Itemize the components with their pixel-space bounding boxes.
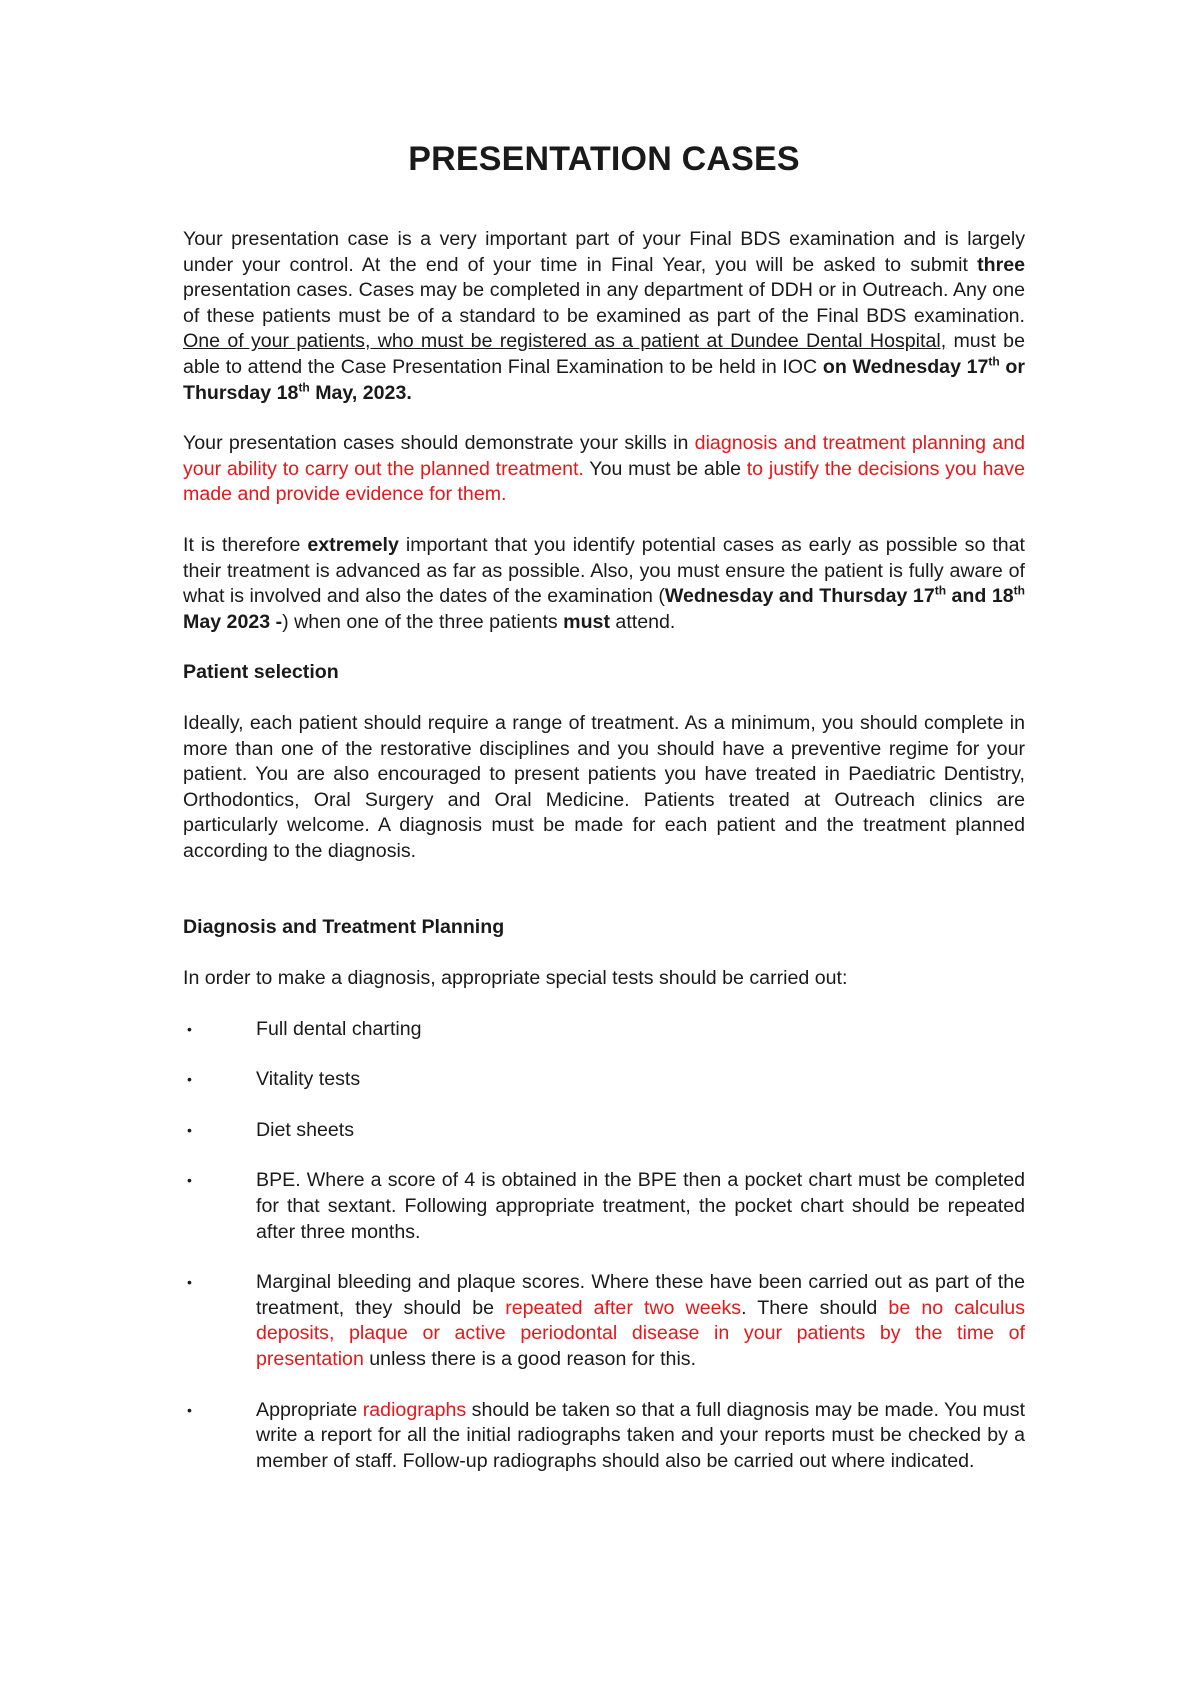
diagnosis-heading: Diagnosis and Treatment Planning <box>183 916 505 939</box>
section-spacer <box>183 889 1025 915</box>
timing-paragraph: It is therefore extremely important that you identify potential cases as early as possible so that their treatment is advanced as far as possible. Also, you must ensure the patient is fully aware of what is involved and also the dates of the examination (Wednesday and Thursday 17th and 18th May 2023 -) when one of the three patients must attend. <box>183 533 1025 633</box>
list-item: • Marginal bleeding and plaque scores. Where these have been carried out as part of the treatment, they should be repeated after two weeks. There should be no calculus deposits, plaque or active periodontal disease in your patients by the time of presentation unless there is a good reason for this. <box>187 1271 1026 1370</box>
list-item: • Diet sheets <box>183 1118 1025 1144</box>
skills-paragraph: Your presentation cases should demonstrate your skills in diagnosis and treatment planning and your ability to carry out the planned treatment. You must be able to justify the decisions you have made and provide evidence for them. <box>183 432 1025 506</box>
bullet-icon: • <box>187 1071 192 1088</box>
bullet-icon: • <box>187 1121 192 1138</box>
bullet-icon: • <box>187 1274 192 1291</box>
patient-selection-paragraph: Ideally, each patient should require a range of treatment. As a minimum, you should complete in more than one of the restorative disciplines and you should have a preventive regime for your patient. You are also encouraged to present patients you have treated in Paediatric Dentistry, Orthodontics, Oral Surgery and Oral Medicine. Patients treated at Outreach clinics are particularly welcome. A diagnosis must be made for each patient and the treatment planned according to the diagnosis. <box>183 711 1025 862</box>
special-tests-list <box>183 1017 1025 1475</box>
list-item: • Full dental charting <box>183 1017 1025 1043</box>
list-item: • Appropriate radiographs should be taken so that a full diagnosis may be made. You must write a report for all the initial radiographs taken and your reports must be checked by a member of staff. Follow-up radiographs should also be carried out where indicated. <box>187 1398 1026 1472</box>
bullet-icon: • <box>187 1020 192 1037</box>
page-title: PRESENTATION CASES <box>408 140 800 178</box>
intro-paragraph: Your presentation case is a very important part of your Final BDS examination and is largely under your control. At the end of your time in Final Year, you will be asked to submit three presentation cases. Cases may be completed in any department of DDH or in Outreach. Any one of these patients must be of a standard to be examined as part of the Final BDS examination. One of your patients, who must be registered as a patient at Dundee Dental Hospital, must be able to attend the Case Presentation Final Examination to be held in IOC on Wednesday 17th or Thursday 18th May, 2023. <box>183 228 1025 404</box>
bullet-icon: • <box>187 1401 192 1418</box>
list-item: • Vitality tests <box>183 1067 1025 1093</box>
patient-selection-heading: Patient selection <box>183 661 339 684</box>
diagnosis-intro: In order to make a diagnosis, appropriate special tests should be carried out: <box>183 967 848 990</box>
registered-patient-note: One of your patients, who must be registered as a patient at Dundee Dental Hospital, <box>183 330 947 353</box>
bullet-icon: • <box>187 1172 192 1189</box>
list-item: • BPE. Where a score of 4 is obtained in the BPE then a pocket chart must be completed for that sextant. Following appropriate treatment, the pocket chart should be repeated after three months. <box>187 1169 1025 1243</box>
